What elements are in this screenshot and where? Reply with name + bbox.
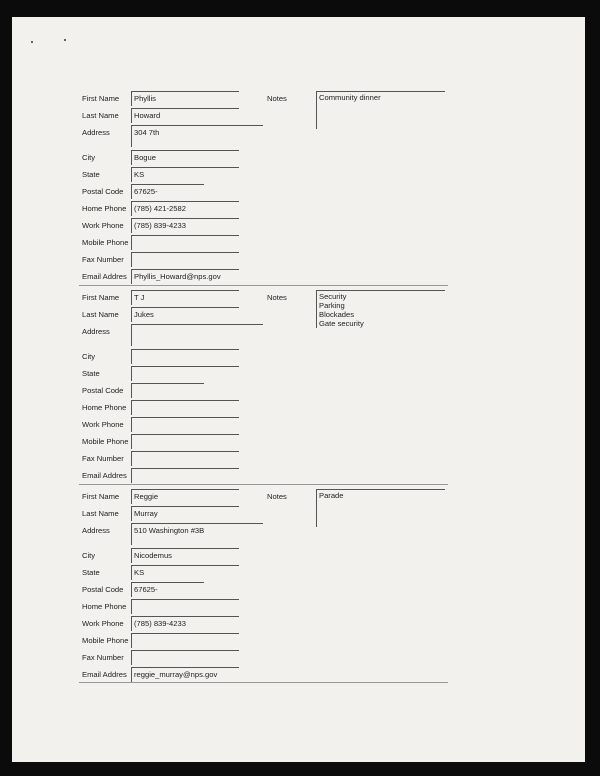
notes-line: Community dinner bbox=[319, 93, 381, 102]
notes-line: Security bbox=[319, 292, 347, 301]
city-field[interactable] bbox=[131, 349, 239, 364]
city-row bbox=[12, 548, 585, 565]
mobile-phone-label: Mobile Phone bbox=[82, 437, 129, 446]
fax-number-label: Fax Number bbox=[82, 454, 124, 463]
work-phone-row bbox=[12, 616, 585, 633]
last-name-row bbox=[12, 108, 585, 125]
state-field[interactable]: KS bbox=[131, 565, 239, 580]
fax-number-row bbox=[12, 650, 585, 667]
notes-line: Gate security bbox=[319, 319, 364, 328]
first-name-field[interactable]: Phyllis bbox=[131, 91, 239, 106]
fax-number-field[interactable] bbox=[131, 451, 239, 466]
record-separator bbox=[79, 285, 448, 286]
address-row bbox=[12, 324, 585, 341]
first-name-row bbox=[12, 91, 585, 108]
work-phone-label: Work Phone bbox=[82, 221, 124, 230]
fax-number-row bbox=[12, 451, 585, 468]
city-label: City bbox=[82, 352, 96, 361]
state-label: State bbox=[82, 170, 100, 179]
notes-line: Parade bbox=[319, 491, 344, 500]
fax-number-label: Fax Number bbox=[82, 653, 124, 662]
first-name-label: First Name bbox=[82, 293, 120, 302]
email-field[interactable] bbox=[131, 468, 239, 483]
mobile-phone-row bbox=[12, 633, 585, 650]
city-field[interactable]: Bogue bbox=[131, 150, 239, 165]
home-phone-label: Home Phone bbox=[82, 204, 127, 213]
address-field[interactable] bbox=[131, 324, 263, 346]
last-name-field[interactable]: Murray bbox=[131, 506, 239, 521]
notes-label: Notes bbox=[267, 94, 287, 103]
home-phone-field[interactable] bbox=[131, 599, 239, 614]
state-field[interactable] bbox=[131, 366, 239, 381]
work-phone-field[interactable] bbox=[131, 417, 239, 432]
city-label: City bbox=[82, 551, 96, 560]
state-row bbox=[12, 167, 585, 184]
email-field[interactable]: Phyllis_Howard@nps.gov bbox=[131, 269, 239, 284]
mobile-phone-field[interactable] bbox=[131, 434, 239, 449]
home-phone-field[interactable] bbox=[131, 400, 239, 415]
postal-code-row bbox=[12, 582, 585, 599]
last-name-label: Last Name bbox=[82, 111, 119, 120]
first-name-field[interactable]: Reggie bbox=[131, 489, 239, 504]
work-phone-label: Work Phone bbox=[82, 420, 124, 429]
home-phone-row bbox=[12, 400, 585, 417]
last-name-field[interactable]: Howard bbox=[131, 108, 239, 123]
state-row bbox=[12, 366, 585, 383]
last-name-label: Last Name bbox=[82, 509, 119, 518]
home-phone-field[interactable]: (785) 421-2582 bbox=[131, 201, 239, 216]
fax-number-row bbox=[12, 252, 585, 269]
work-phone-row bbox=[12, 417, 585, 434]
fax-number-field[interactable] bbox=[131, 252, 239, 267]
postal-code-row bbox=[12, 184, 585, 201]
email-field[interactable]: reggie_murray@nps.gov bbox=[131, 667, 239, 682]
mobile-phone-field[interactable] bbox=[131, 633, 239, 648]
notes-label: Notes bbox=[267, 293, 287, 302]
last-name-field[interactable]: Jukes bbox=[131, 307, 239, 322]
postal-code-label: Postal Code bbox=[82, 187, 124, 196]
first-name-row bbox=[12, 489, 585, 506]
email-row bbox=[12, 269, 585, 286]
postal-code-field[interactable]: 67625- bbox=[131, 184, 204, 199]
city-row bbox=[12, 349, 585, 366]
last-name-label: Last Name bbox=[82, 310, 119, 319]
first-name-field[interactable]: T J bbox=[131, 290, 239, 305]
address-row bbox=[12, 523, 585, 540]
address-field[interactable]: 304 7th bbox=[131, 125, 263, 147]
last-name-row bbox=[12, 307, 585, 324]
mobile-phone-label: Mobile Phone bbox=[82, 238, 129, 247]
postal-code-field[interactable]: 67625- bbox=[131, 582, 204, 597]
home-phone-label: Home Phone bbox=[82, 602, 127, 611]
email-label: Email Addres bbox=[82, 272, 127, 281]
state-label: State bbox=[82, 369, 100, 378]
notes-line: Blockades bbox=[319, 310, 355, 319]
paper-speck bbox=[31, 41, 33, 43]
record-separator bbox=[79, 682, 448, 683]
mobile-phone-field[interactable] bbox=[131, 235, 239, 250]
first-name-label: First Name bbox=[82, 94, 120, 103]
address-field[interactable]: 510 Washington #3B bbox=[131, 523, 263, 545]
last-name-row bbox=[12, 506, 585, 523]
first-name-label: First Name bbox=[82, 492, 120, 501]
work-phone-row bbox=[12, 218, 585, 235]
email-label: Email Addres bbox=[82, 471, 127, 480]
email-row bbox=[12, 468, 585, 485]
city-field[interactable]: Nicodemus bbox=[131, 548, 239, 563]
address-label: Address bbox=[82, 128, 110, 137]
address-label: Address bbox=[82, 327, 110, 336]
mobile-phone-row bbox=[12, 235, 585, 252]
state-field[interactable]: KS bbox=[131, 167, 239, 182]
postal-code-field[interactable] bbox=[131, 383, 204, 398]
paper-page bbox=[12, 17, 585, 762]
address-row bbox=[12, 125, 585, 142]
record-separator bbox=[79, 484, 448, 485]
state-label: State bbox=[82, 568, 100, 577]
work-phone-label: Work Phone bbox=[82, 619, 124, 628]
postal-code-label: Postal Code bbox=[82, 386, 124, 395]
postal-code-row bbox=[12, 383, 585, 400]
fax-number-field[interactable] bbox=[131, 650, 239, 665]
fax-number-label: Fax Number bbox=[82, 255, 124, 264]
city-row bbox=[12, 150, 585, 167]
state-row bbox=[12, 565, 585, 582]
city-label: City bbox=[82, 153, 96, 162]
notes-line: Parking bbox=[319, 301, 345, 310]
home-phone-row bbox=[12, 599, 585, 616]
paper-speck bbox=[64, 39, 66, 41]
email-label: Email Addres bbox=[82, 670, 127, 679]
work-phone-field[interactable]: (785) 839-4233 bbox=[131, 218, 239, 233]
postal-code-label: Postal Code bbox=[82, 585, 124, 594]
work-phone-field[interactable]: (785) 839-4233 bbox=[131, 616, 239, 631]
notes-label: Notes bbox=[267, 492, 287, 501]
mobile-phone-row bbox=[12, 434, 585, 451]
home-phone-label: Home Phone bbox=[82, 403, 127, 412]
mobile-phone-label: Mobile Phone bbox=[82, 636, 129, 645]
address-label: Address bbox=[82, 526, 110, 535]
home-phone-row bbox=[12, 201, 585, 218]
